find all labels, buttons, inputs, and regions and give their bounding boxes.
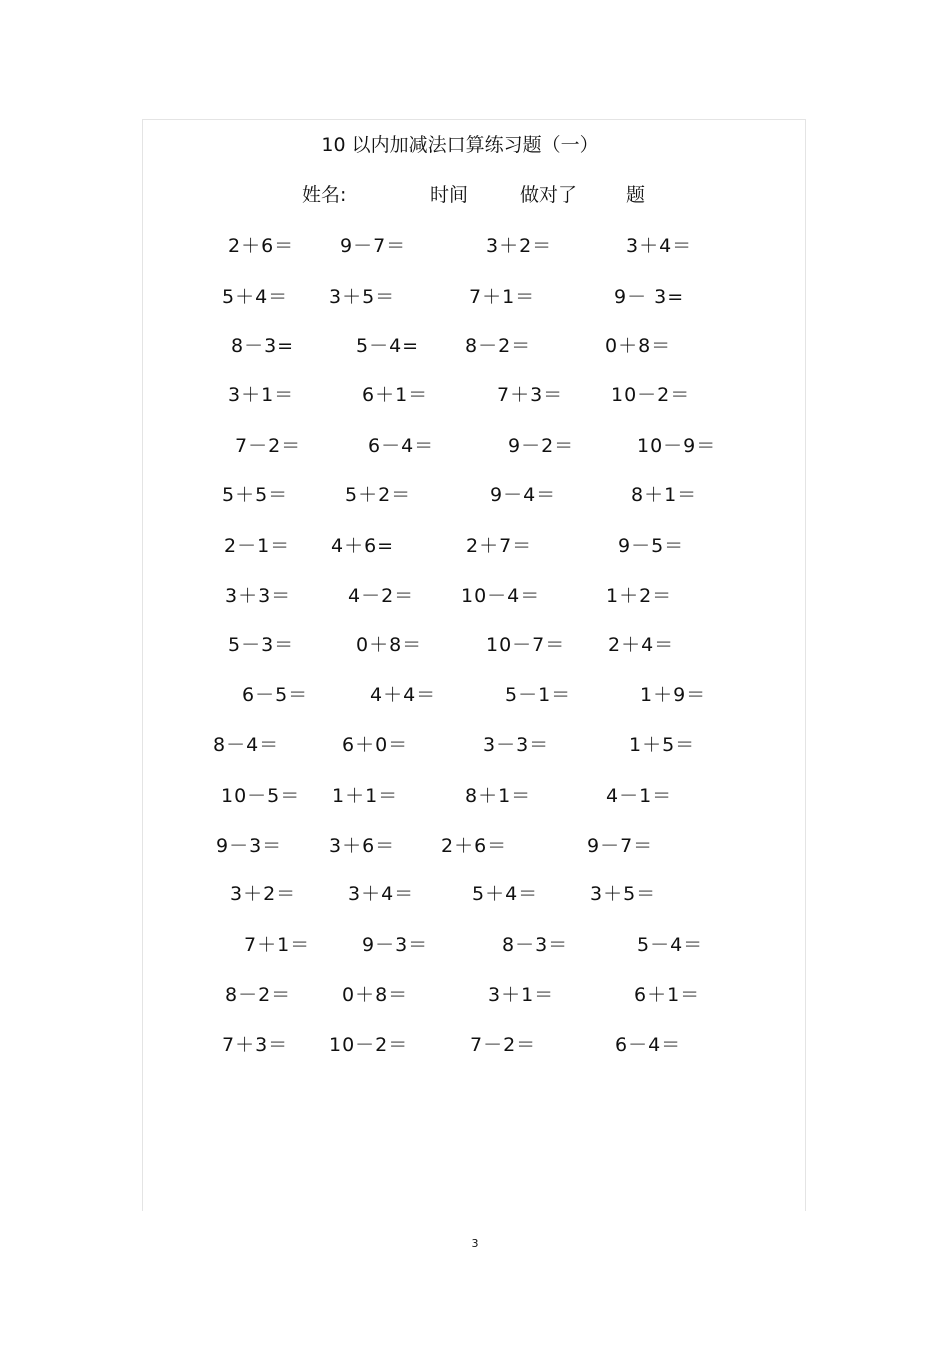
problem: 0＋8＝	[605, 335, 672, 357]
problem: 8＋1＝	[631, 484, 698, 506]
page-number: 3	[471, 1237, 479, 1250]
problem: 4＋6=	[331, 535, 395, 557]
name-label: 姓名:	[302, 184, 347, 206]
problem: 5－3＝	[228, 634, 295, 656]
problem: 6＋1＝	[362, 384, 429, 406]
problem: 10－7＝	[486, 634, 566, 656]
problem: 1＋1＝	[332, 785, 399, 807]
problem: 9－3＝	[216, 835, 283, 857]
problem: 7＋3＝	[497, 384, 564, 406]
problem: 3＋2＝	[230, 883, 297, 905]
problem: 10－5＝	[221, 785, 301, 807]
problem: 7－2＝	[470, 1034, 537, 1056]
problem: 5＋4＝	[222, 286, 289, 308]
problem: 9－4＝	[490, 484, 557, 506]
problem: 4－2＝	[348, 585, 415, 607]
problem: 10－4＝	[461, 585, 541, 607]
problem: 10－2＝	[611, 384, 691, 406]
problem: 5＋5＝	[222, 484, 289, 506]
problem: 2－1＝	[224, 535, 291, 557]
problem: 3＋5＝	[329, 286, 396, 308]
problem: 9－ 3=	[614, 286, 685, 308]
problem: 6－4＝	[368, 435, 435, 457]
problem: 10－9＝	[637, 435, 717, 457]
problem: 6＋1＝	[634, 984, 701, 1006]
problem: 3＋2＝	[486, 235, 553, 257]
problem: 8－3=	[231, 335, 295, 357]
problem: 2＋4＝	[608, 634, 675, 656]
problem: 5－1＝	[505, 684, 572, 706]
problem: 9－7＝	[587, 835, 654, 857]
problem: 3＋6＝	[329, 835, 396, 857]
problem: 3＋4＝	[626, 235, 693, 257]
problem: 1＋2＝	[606, 585, 673, 607]
problem: 5＋4＝	[472, 883, 539, 905]
problem: 3＋1＝	[228, 384, 295, 406]
problem: 3－3＝	[483, 734, 550, 756]
worksheet-title: 10 以内加减法口算练习题（一）	[321, 134, 599, 156]
problem: 2＋6＝	[228, 235, 295, 257]
problem: 7＋1＝	[469, 286, 536, 308]
problem: 0＋8＝	[342, 984, 409, 1006]
problem: 3＋5＝	[590, 883, 657, 905]
problem: 7＋3＝	[222, 1034, 289, 1056]
problem: 5＋2＝	[345, 484, 412, 506]
problem: 2＋6＝	[441, 835, 508, 857]
problem: 4－1＝	[606, 785, 673, 807]
problem: 2＋7＝	[466, 535, 533, 557]
problem: 5－4=	[356, 335, 420, 357]
problem: 1＋5＝	[629, 734, 696, 756]
problem: 6－5＝	[242, 684, 309, 706]
correct-count-label: 做对了	[520, 184, 578, 206]
problem: 0＋8＝	[356, 634, 423, 656]
problem: 3＋4＝	[348, 883, 415, 905]
problem: 6＋0＝	[342, 734, 409, 756]
problem: 8＋1＝	[465, 785, 532, 807]
problem: 3＋1＝	[488, 984, 555, 1006]
question-unit-label: 题	[626, 184, 646, 206]
problem: 10－2＝	[329, 1034, 409, 1056]
problem: 5－4＝	[637, 934, 704, 956]
problem: 8－2＝	[225, 984, 292, 1006]
problem: 8－4＝	[213, 734, 280, 756]
problem: 1＋9＝	[640, 684, 707, 706]
problem: 9－5＝	[618, 535, 685, 557]
problem: 8－3＝	[502, 934, 569, 956]
problem: 4＋4＝	[370, 684, 437, 706]
problem: 8－2＝	[465, 335, 532, 357]
problem: 7＋1＝	[244, 934, 311, 956]
problem: 9－2＝	[508, 435, 575, 457]
time-label: 时间	[430, 184, 469, 206]
problem: 6－4＝	[615, 1034, 682, 1056]
problem: 9－3＝	[362, 934, 429, 956]
problem: 7－2＝	[235, 435, 302, 457]
problem: 9－7＝	[340, 235, 407, 257]
problem: 3＋3＝	[225, 585, 292, 607]
